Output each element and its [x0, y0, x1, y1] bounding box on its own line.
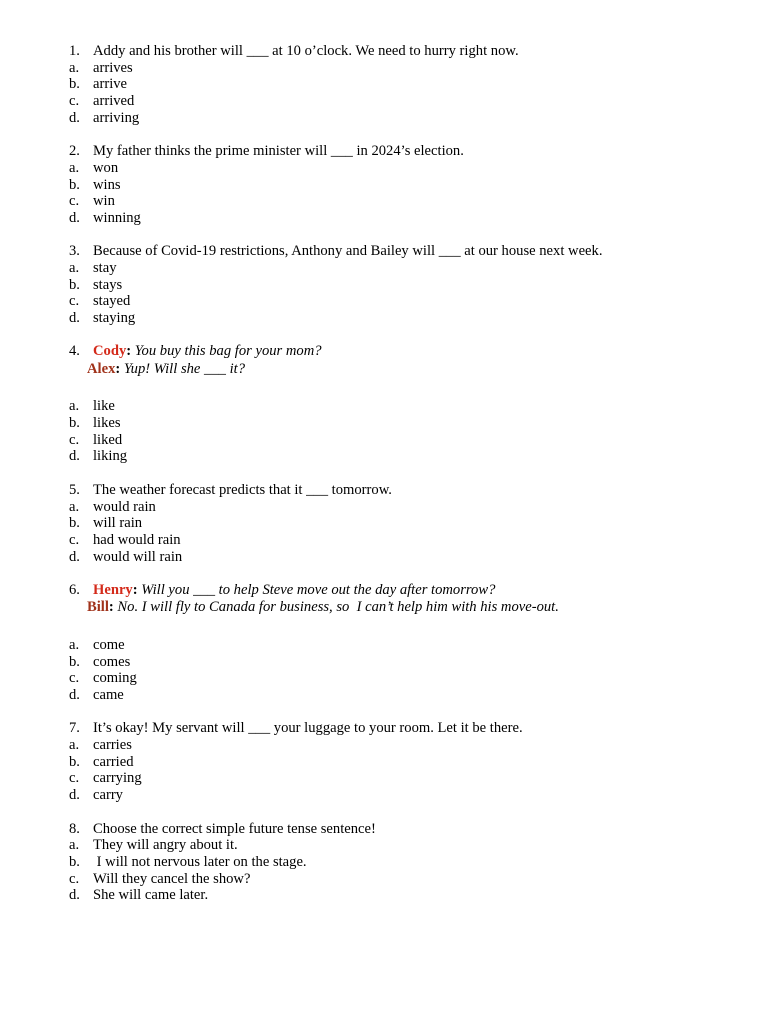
- option-letter: b.: [69, 76, 80, 93]
- question-1: [69, 43, 729, 126]
- option-text: arrives: [93, 59, 133, 76]
- question-6: [69, 582, 729, 704]
- answer-option[interactable]: [69, 415, 729, 432]
- question-number: 3.: [69, 243, 80, 260]
- question-stem: [69, 243, 729, 260]
- answer-option[interactable]: [69, 448, 729, 465]
- option-text: will rain: [93, 515, 143, 532]
- answer-option[interactable]: [69, 260, 729, 277]
- answer-option[interactable]: [69, 310, 729, 327]
- option-letter: b.: [69, 515, 80, 532]
- question-number: 7.: [69, 720, 80, 737]
- question-3: [69, 243, 729, 326]
- option-letter: a.: [69, 498, 80, 515]
- option-text: carried: [93, 753, 134, 770]
- question-stem: [69, 143, 729, 160]
- answer-option[interactable]: [69, 60, 729, 77]
- option-text: liked: [93, 431, 123, 448]
- answer-option[interactable]: [69, 515, 729, 532]
- question-stem: [69, 821, 729, 838]
- option-letter: a.: [69, 159, 80, 176]
- option-text: wins: [93, 176, 121, 193]
- option-letter: b.: [69, 415, 80, 432]
- option-letter: d.: [69, 310, 80, 326]
- answer-option[interactable]: [69, 532, 729, 549]
- option-text: liking: [93, 448, 128, 465]
- answer-option[interactable]: [69, 293, 729, 310]
- option-text: win: [93, 193, 115, 210]
- answer-option[interactable]: [69, 177, 729, 194]
- stem-text: My father thinks the prime minister will ___ in 2024’s election.: [93, 143, 464, 160]
- answer-option[interactable]: [69, 637, 729, 654]
- option-text: won: [93, 159, 119, 176]
- option-text: Will they cancel the show?: [93, 870, 251, 887]
- speaker-colon: :: [126, 343, 132, 360]
- option-letter: c.: [69, 93, 80, 110]
- option-text: carrying: [93, 770, 142, 787]
- answer-option[interactable]: [69, 770, 729, 787]
- speaker-name: Bill: [87, 599, 109, 616]
- dialog-text: No. I will fly to Canada for business, so I can’t help him with his move-out.: [113, 599, 559, 616]
- answer-option[interactable]: [69, 670, 729, 687]
- speaker-colon: :: [108, 599, 114, 616]
- option-text: staying: [93, 310, 136, 326]
- question-number: 2.: [69, 143, 80, 160]
- option-letter: c.: [69, 293, 80, 310]
- option-text: I will not nervous later on the stage.: [93, 853, 307, 870]
- dialog-text: Yup! Will she ___ it?: [120, 360, 245, 377]
- option-letter: c.: [69, 531, 80, 548]
- option-letter: a.: [69, 259, 80, 276]
- option-letter: c.: [69, 770, 80, 787]
- option-text: had would rain: [93, 531, 181, 548]
- option-text: comes: [93, 653, 131, 670]
- answer-option[interactable]: [69, 499, 729, 516]
- stem-text: Because of Covid-19 restrictions, Anthony and Bailey will ___ at our house next week.: [93, 243, 603, 260]
- answer-option[interactable]: [69, 737, 729, 754]
- option-letter: a.: [69, 737, 80, 754]
- option-text: arrived: [93, 93, 135, 110]
- question-stem: [69, 482, 729, 499]
- option-text: arrive: [93, 76, 128, 93]
- stem-text: The weather forecast predicts that it ___ tomorrow.: [93, 481, 392, 498]
- option-text: likes: [93, 415, 121, 432]
- answer-option[interactable]: [69, 93, 729, 110]
- answer-option[interactable]: [69, 76, 729, 93]
- option-text: would rain: [93, 498, 156, 515]
- option-text: carries: [93, 737, 132, 754]
- option-letter: c.: [69, 431, 80, 448]
- dialog-line: [69, 582, 729, 600]
- answer-option[interactable]: [69, 432, 729, 449]
- option-text: like: [93, 398, 115, 415]
- question-number: 6.: [69, 581, 80, 598]
- answer-option[interactable]: [69, 160, 729, 177]
- option-letter: b.: [69, 276, 80, 293]
- option-text: arriving: [93, 109, 140, 126]
- answer-option[interactable]: [69, 871, 729, 888]
- option-letter: d.: [69, 787, 80, 804]
- stem-text: It’s okay! My servant will ___ your luggage to your room. Let it be there.: [93, 720, 523, 737]
- option-text: They will angry about it.: [93, 837, 238, 854]
- dialog-text: You buy this bag for your mom?: [131, 343, 322, 360]
- option-letter: c.: [69, 670, 80, 687]
- question-number: 4.: [69, 343, 80, 360]
- answer-option[interactable]: [69, 110, 729, 127]
- answer-option[interactable]: [69, 549, 729, 566]
- answer-option[interactable]: [69, 887, 729, 904]
- answer-option[interactable]: [69, 687, 729, 704]
- speaker-name: Henry: [93, 581, 133, 598]
- option-letter: b.: [69, 853, 80, 870]
- question-number: 5.: [69, 481, 80, 498]
- speaker-name: Cody: [93, 343, 127, 360]
- dialog-line: [69, 343, 729, 361]
- option-text: came: [93, 687, 124, 703]
- answer-option[interactable]: [69, 654, 729, 671]
- stem-text: Choose the correct simple future tense sentence!: [93, 820, 376, 837]
- option-letter: d.: [69, 548, 80, 565]
- dialog-line: [69, 361, 729, 379]
- option-text: stay: [93, 259, 117, 276]
- option-letter: b.: [69, 753, 80, 770]
- spacer: [69, 378, 729, 398]
- option-letter: d.: [69, 209, 80, 226]
- option-letter: a.: [69, 837, 80, 854]
- dialog-text: Will you ___ to help Steve move out the day after tomorrow?: [137, 581, 496, 598]
- option-letter: a.: [69, 398, 80, 415]
- question-4: [69, 343, 729, 465]
- answer-option[interactable]: [69, 210, 729, 227]
- option-letter: d.: [69, 687, 80, 703]
- spacer: [69, 617, 729, 637]
- worksheet: [69, 43, 729, 921]
- question-2: [69, 143, 729, 226]
- speaker-name: Alex: [87, 360, 116, 377]
- option-letter: a.: [69, 636, 80, 653]
- option-text: coming: [93, 670, 137, 687]
- question-number: 8.: [69, 820, 80, 837]
- option-letter: d.: [69, 448, 80, 465]
- option-letter: d.: [69, 109, 80, 126]
- option-letter: b.: [69, 653, 80, 670]
- option-text: come: [93, 636, 125, 653]
- speaker-colon: :: [132, 581, 138, 598]
- option-letter: a.: [69, 59, 80, 76]
- question-8: [69, 821, 729, 904]
- answer-option[interactable]: [69, 754, 729, 771]
- speaker-colon: :: [115, 360, 121, 377]
- option-text: She will came later.: [93, 887, 209, 904]
- dialog-line: [69, 599, 729, 617]
- option-text: stayed: [93, 293, 131, 310]
- answer-option[interactable]: [69, 854, 729, 871]
- option-letter: c.: [69, 870, 80, 887]
- option-letter: c.: [69, 193, 80, 210]
- question-stem: [69, 720, 729, 737]
- question-7: [69, 720, 729, 803]
- answer-option[interactable]: [69, 787, 729, 804]
- question-5: [69, 482, 729, 565]
- stem-text: Addy and his brother will ___ at 10 o’clock. We need to hurry right now.: [93, 43, 519, 59]
- answer-option[interactable]: [69, 193, 729, 210]
- option-text: winning: [93, 209, 141, 226]
- answer-option[interactable]: [69, 277, 729, 294]
- option-text: stays: [93, 276, 123, 293]
- option-letter: d.: [69, 887, 80, 904]
- answer-option[interactable]: [69, 837, 729, 854]
- answer-option[interactable]: [69, 398, 729, 415]
- option-text: would will rain: [93, 548, 183, 565]
- option-text: carry: [93, 787, 123, 804]
- question-stem: [69, 43, 729, 60]
- question-number: 1.: [69, 43, 80, 59]
- option-letter: b.: [69, 176, 80, 193]
